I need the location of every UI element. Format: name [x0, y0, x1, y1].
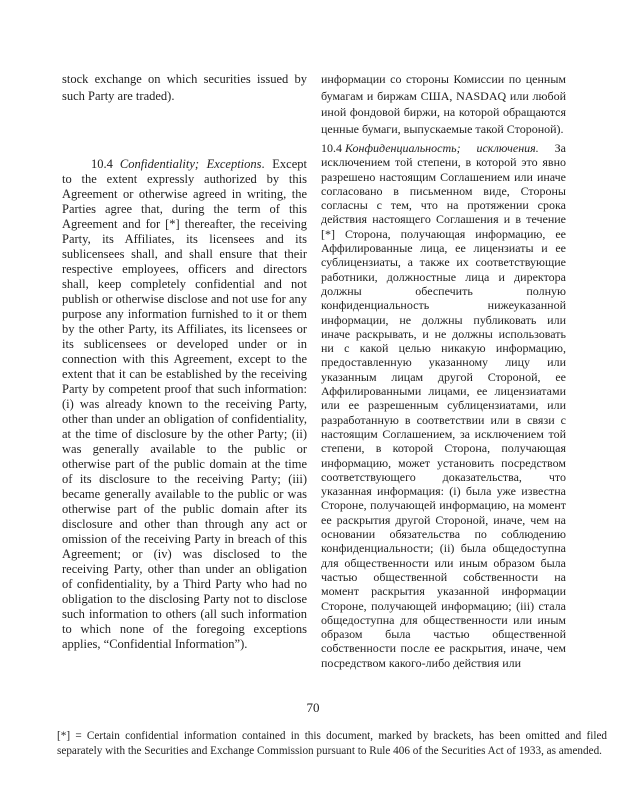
- two-column-text-block: [62, 71, 566, 670]
- english-continued-paragraph: stock exchange on which securities issued by such Party are traded).: [62, 72, 307, 103]
- english-section-10-4: [62, 157, 307, 652]
- russian-section-body: За исключением той степени, в которой это явно разрешено настоящим Соглашением или иначе согласовано в письменном виде, Стороны согласны с тем, что на протяжении срока действия настоящего Соглашения и в течение [*] Сторона, получающая информацию, ее Аффилированные лица, ее лицензиаты и ее сублицензиаты, а также их соответствующие работники, должностные лица и директора должны обеспечить полную конфиденциальность нижеуказанной информации, не должны публиковать или иначе раскрывать, и не должны использовать ни с какой целью никакую информацию, предоставленную указанному лицу или указанным лицам другой Стороной, ее Аффилированными лицами, ее лицензиатами или ее разрешенным сублицензиатами, или разработанную в соответствии или в связи с настоящим Соглашением, за исключением той степени, в которой Сторона, получающая информацию, может установить посредством соответствующего доказательства, что указанная информация: (i) была уже известна Стороне, получающей информацию, на момент ее раскрытия другой Стороной, иначе, чем на основании обязательства по соблюдению конфиденциальности; (ii) была общедоступна для общественности или иным образом была частью общественной собственности на момент раскрытия указанной информации Стороне, получающей информацию; (iii) стала общедоступна для общественности или иным образом была частью общественной собственности после ее раскрытия, иначе, чем посредством какого-либо действия или: [321, 141, 566, 670]
- page-number: 70: [306, 700, 320, 715]
- english-section-title: Confidentiality; Exceptions: [119, 157, 262, 171]
- russian-column: [321, 71, 566, 670]
- english-section-body: . Except to the extent expressly authorized by this Agreement or otherwise agreed in writing, the Parties agree that, during the term of this Agreement and for [*] thereafter, the receiving Party, its Affiliates, its licensees and its sublicensees shall, and shall ensure that their respective employees, officers and directors shall, keep completely confidential and not publish or otherwise disclose and not use for any purpose any information furnished to it or them by the other Party, its Affiliates, its licensees or its sublicensees or developed under or in connection with this Agreement, except to the extent that it can be established by the receiving Party by competent proof that such information: (i) was already known to the receiving Party, other than under an obligation of confidentiality, at the time of disclosure by the other Party; (ii) was generally available to the public or otherwise part of the public domain at the time of its disclosure to the receiving Party; (iii) became generally available to the public or was otherwise part of the public domain after its disclosure and other than through any act or omission of the receiving Party in breach of this Agreement; or (iv) was disclosed to the receiving Party, other than under an obligation of confidentiality, by a Third Party who had no obligation to the disclosing Party not to disclose such information to others (all such information to which none of the foregoing exceptions applies, “Confidential Information”).: [62, 157, 307, 651]
- footnote: [*] = Certain confidential information contained in this document, marked by brackets, has been omitted and filed separately with the Securities and Exchange Commission pursuant to Rule 406 of the Securities Act of 1933, as amended.: [57, 730, 607, 757]
- russian-continued-paragraph: информации со стороны Комиссии по ценным бумагам и биржам США, NASDAQ или любой иной фондовой биржи, на которой обращаются ценные бумаги, выпускаемые такой Стороной).: [321, 72, 566, 136]
- english-section-number: 10.4: [91, 157, 113, 171]
- russian-section-10-4: [321, 141, 566, 670]
- russian-section-title: Конфиденциальность; исключения.: [345, 141, 539, 155]
- russian-section-number: 10.4: [321, 141, 342, 155]
- english-column: [62, 71, 307, 670]
